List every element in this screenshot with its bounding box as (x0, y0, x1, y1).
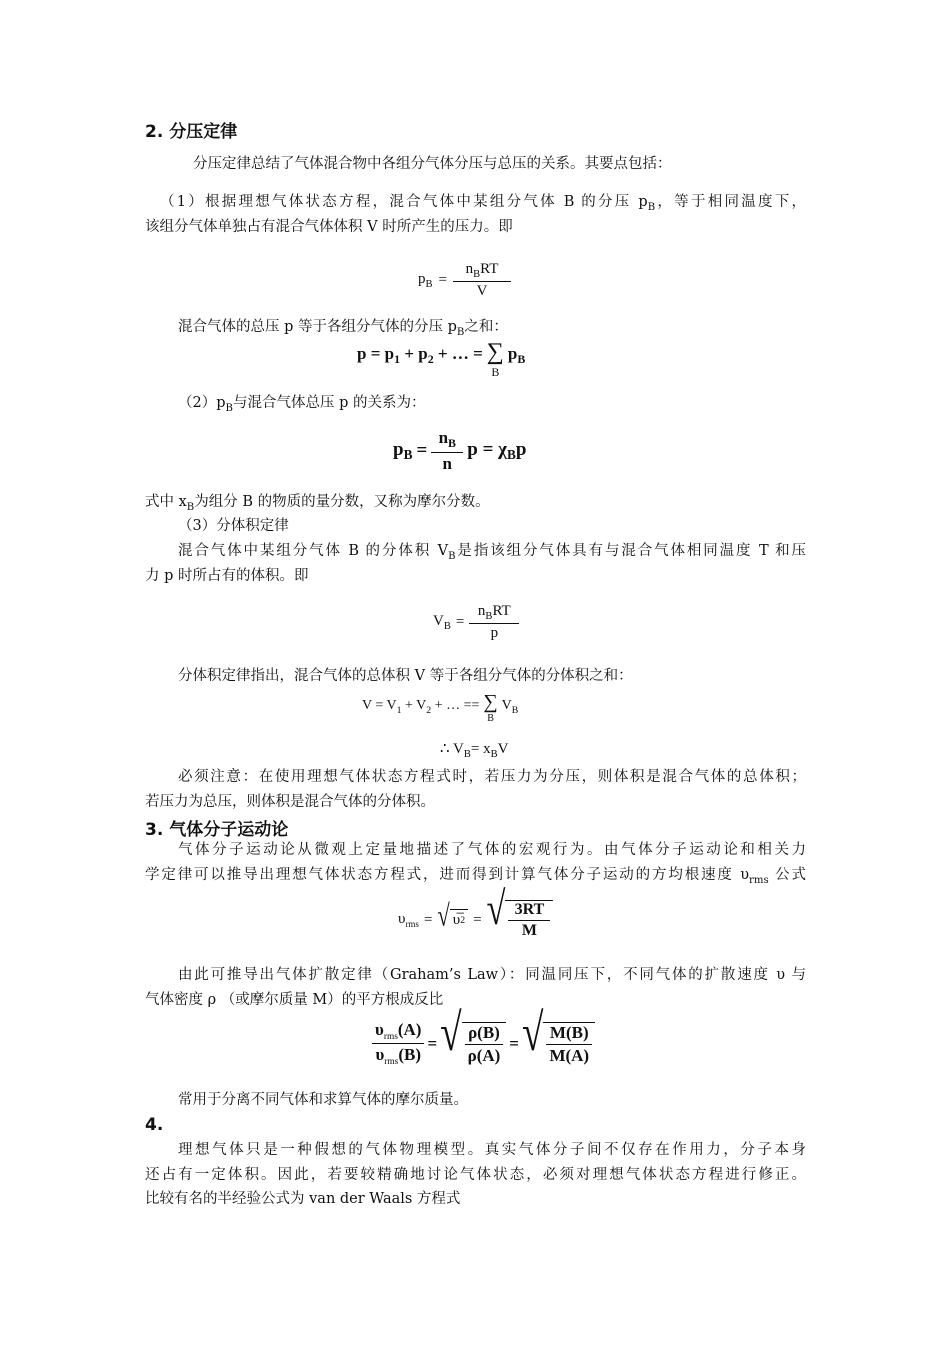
kinetic-line1: 气体分子运动论从微观上定量地描述了气体的宏观行为。由气体分子运动论和相关力 (178, 842, 806, 858)
graham-line2: 气体密度 ρ （或摩尔质量 M）的平方根成反比 (145, 992, 444, 1008)
caution-line1: 必须注意：在使用理想气体状态方程式时，若压力为分压，则体积是混合气体的总体积； (178, 769, 806, 785)
section-4-heading: 4. (145, 1115, 164, 1135)
item1-line1: （1）根据理想气体状态方程，混合气体中某组分气体 B 的分压 $p_B$，等于相同温度下， (160, 194, 806, 213)
partial-volume-line2: 力 p 时所占有的体积。即 (145, 568, 309, 584)
section-2-heading: 2. 分压定律 (145, 122, 238, 142)
item3-heading: （3）分体积定律 (178, 518, 289, 534)
real-gas-line1: 理想气体只是一种假想的气体物理模型。真实气体分子间不仅存在作用力，分子本身 (178, 1142, 806, 1158)
equation-total-volume: $V = V_1 + V_2$ + … == ∑ B $V_B$ (362, 691, 519, 724)
equation-rms-speed: $\upsilon_{rms}$ = √ υ̅ 2 = √ $\frac{3RT}{M}$ (398, 900, 553, 940)
equation-mole-fraction: $p_B$ = $\frac{n_B}{n}$ $p = \chi_Bp$ (393, 428, 527, 473)
sqrt-symbol: √ υ̅ 2 (437, 909, 468, 932)
fraction: $\frac{n_BRT}{V}$ (453, 261, 511, 300)
total-volume-line: 分体积定律指出，混合气体的总体积 V 等于各组分气体的分体积之和： (178, 668, 633, 684)
partial-volume-line1: 混合气体中某组分气体 B 的分体积 $V_B$是指该组分气体具有与混合气体相同温度 T 和压 (178, 543, 807, 562)
caution-line2: 若压力为总压，则体积是混合气体的分体积。 (145, 794, 435, 810)
section-3-heading: 3. 气体分子运动论 (145, 820, 289, 840)
item2-line: $(2)p_B$与混合气体总压 p 的关系为： (178, 395, 426, 414)
graham-line1: 由此可推导出气体扩散定律（Graham’s Law）：同温同压下，不同气体的扩散速度 υ 与 (178, 967, 806, 983)
kinetic-line2: 学定律可以推导出理想气体状态方程式，进而得到计算气体分子运动的方均根速度 $\upsilon_{rms}$ 公式 (145, 867, 807, 886)
mole-fraction-note: 式中 $x_B$为组分 B 的物质的量分数，又称为摩尔分数。 (145, 494, 490, 513)
graham-usage: 常用于分离不同气体和求算气体的摩尔质量。 (178, 1092, 468, 1108)
sqrt-symbol: √ $\frac{3RT}{M}$ (487, 900, 554, 940)
real-gas-line2: 还占有一定体积。因此，若要较精确地讨论气体状态，必须对理想气体状态方程进行修正。 (145, 1167, 806, 1183)
equation-partial-volume: $V_B$ = $\frac{n_BRT}{p}$ (433, 603, 519, 642)
sqrt-symbol: √ $\frac{M(B)}{M(A)}$ (522, 1022, 595, 1066)
sqrt-symbol: √ $\frac{\rho(B)}{\rho(A)}$ (440, 1022, 506, 1066)
equation-volume-fraction: ∴ $V_B= x_BV$ (440, 741, 509, 760)
equation-graham-law: $\frac{\upsilon_{rms}(A)}{\upsilon_{rms}(B)}$ = √ $\frac{\rho(B)}{\rho(A)}$ = √ $\frac{M(B)}{M(A)}$ (372, 1020, 595, 1067)
equation-partial-pressure: $p_B$ = $\frac{n_BRT}{V}$ (418, 261, 511, 300)
item1-line2: 该组分气体单独占有混合气体体积 V 时所产生的压力。即 (145, 219, 513, 235)
equation-total-pressure: $p = p_1 + p_2$ + … = ∑ B $p_B$ (357, 339, 526, 379)
intro-paragraph: 分压定律总结了气体混合物中各组分气体分压与总压的关系。其要点包括： (193, 156, 672, 172)
total-pressure-line: 混合气体的总压 p 等于各组分气体的分压 $p_B$之和： (178, 319, 508, 338)
real-gas-line3: 比较有名的半经验公式为 van der Waals 方程式 (145, 1191, 461, 1207)
